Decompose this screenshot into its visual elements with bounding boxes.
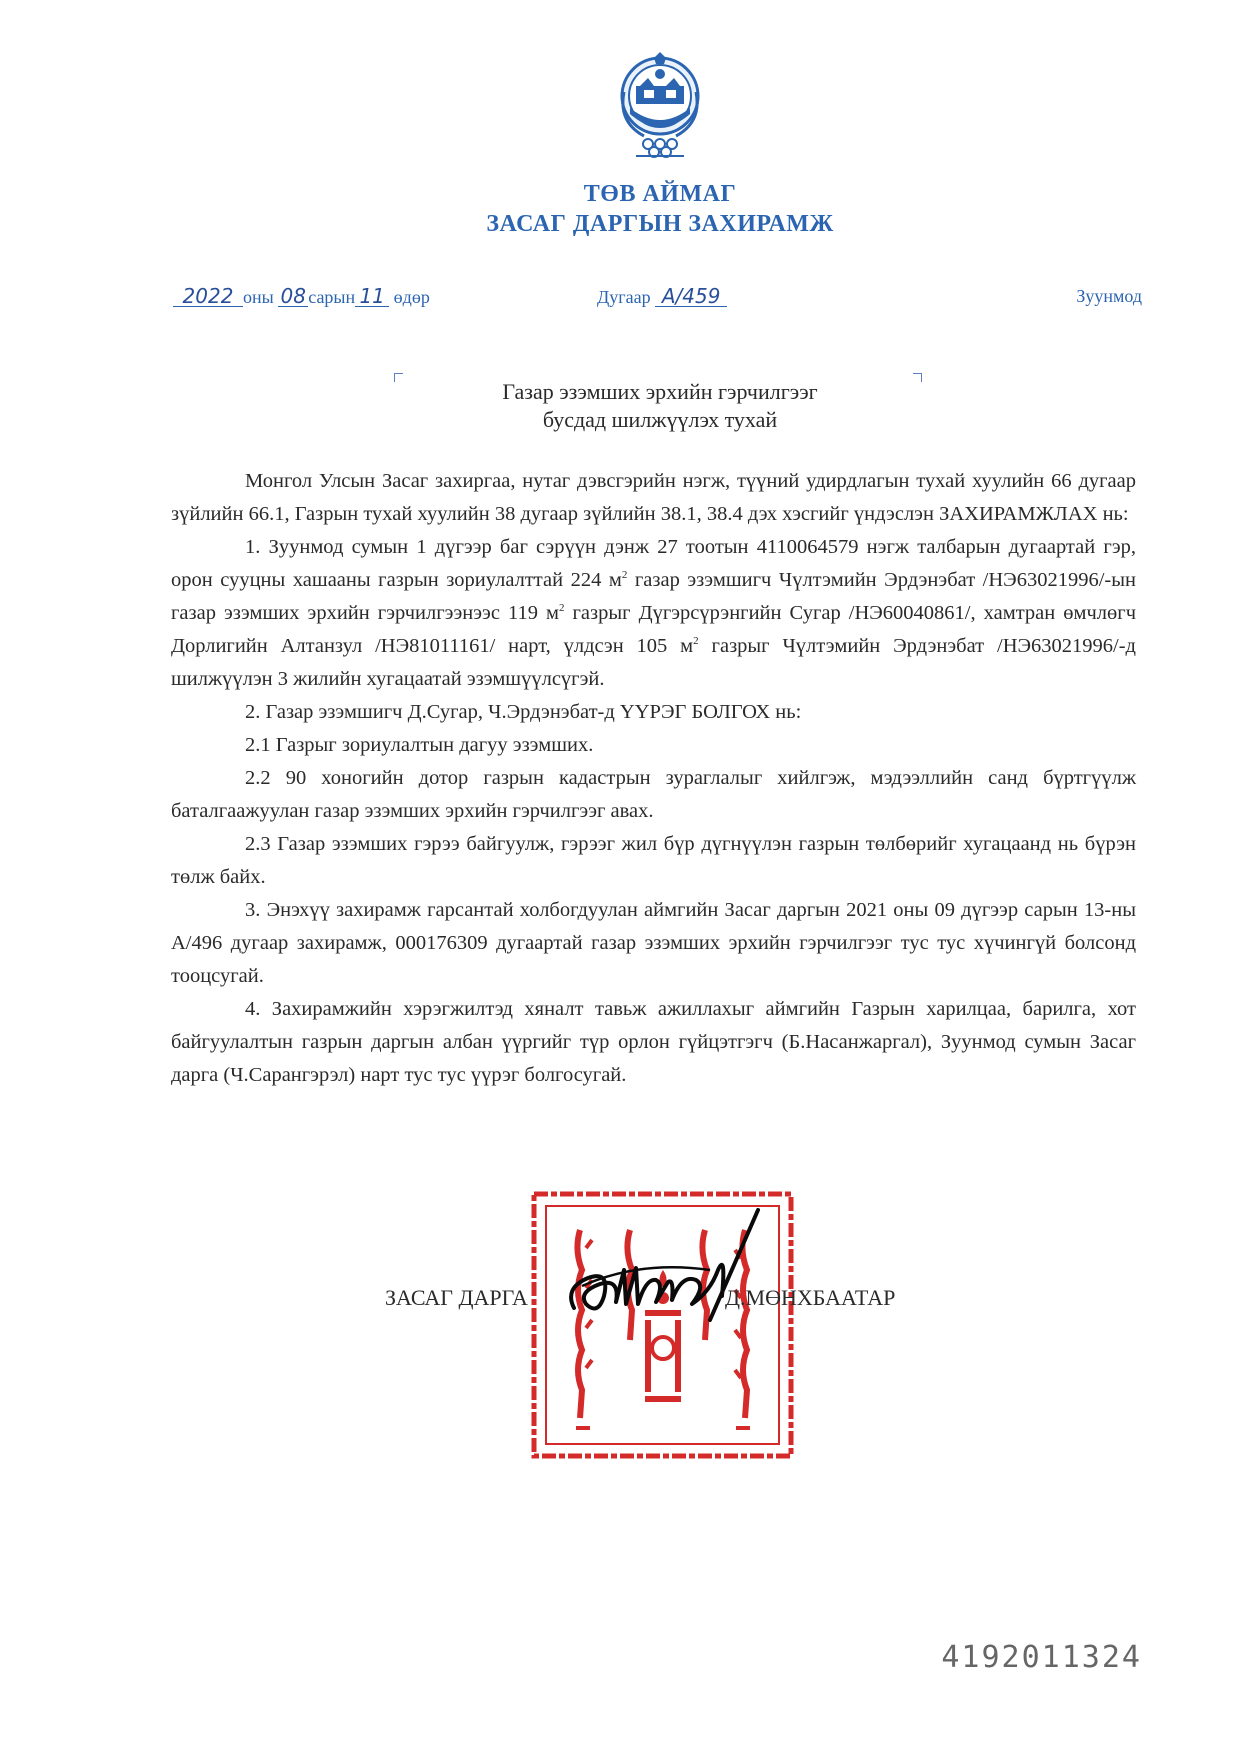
signatory-title: ЗАСАГ ДАРГА — [385, 1285, 528, 1310]
decree-subject — [0, 378, 1240, 434]
body-clause-2-3: 2.3 Газар эзэмших гэрээ байгуулж, гэрээг жил бүр дүгнүүлэн газрын төлбөрийг хугацаанд нь бүрэн төлж байх. — [171, 833, 1136, 888]
mongolia-state-emblem-icon — [614, 52, 706, 162]
date-day: 11 — [355, 286, 389, 307]
handwritten-signature-icon — [560, 1200, 775, 1340]
body-clause-2-2: 2.2 90 хоногийн дотор газрын кадастрын зураглалыг хийлгэж, мэдээллийн санд бүртгүүлж баталгаажуулан газар эзэмших эрхийн гэрчилгээг авах. — [171, 767, 1136, 822]
body-clause-2-1: 2.1 Газрыг зориулалтын дагуу эзэмших. — [245, 734, 594, 756]
number-label: Дугаар — [597, 287, 651, 307]
date-month: 08 — [278, 286, 308, 307]
date-year-suffix: оны — [243, 287, 274, 307]
number-value: A/459 — [655, 286, 727, 307]
body-clause-3: 3. Энэхүү захирамж гарсантай холбогдуулан аймгийн Засаг даргын 2021 оны 09 дүгээр сарын 13-ны А/496 дугаар захирамж, 000176309 дугаартай газар эзэмших эрхийн гэрчилгээг тус тус хүчингүй болсонд тооцсугай. — [171, 899, 1136, 987]
decree-place: Зуунмод — [1076, 286, 1142, 306]
body-intro: Монгол Улсын Засаг захиргаа, нутаг дэвсгэрийн нэгж, түүний удирдлагын тухай хуулийн 66 дугаар зүйлийн 66.1, Газрын тухай хуулийн 38 дугаар зүйлийн 38.1, 38.4 дэх хэсгийг үндэслэн ЗАХИРАМЖЛАХ нь: — [171, 470, 1136, 525]
body-clause-1: 1. Зуунмод сумын 1 дүгээр баг сэрүүн дэнж 27 тоотын 4110064579 нэгж талбарын дугаартай гэр, орон сууцны хашааны газрын зориулалттай 224 $м^2$ газар эзэмшигч Чүлтэмийн Эрдэнэбат /НЭ63021996/-ын газар эзэмших эрхийн гэрчилгээнээс 119 $м^2$ газрыг Дүгэрсүрэнгийн Сугар /НЭ60040861/, хамтран өмчлөгч Дорлигийн Алтанзул /НЭ81011161/ нарт, үлдсэн 105 $м^2$ газрыг Чүлтэмийн Эрдэнэбат /НЭ63021996/-д шилжүүлэн 3 жилийн хугацаатай эзэмшүүлсүгэй. — [171, 536, 1137, 690]
decree-date — [173, 286, 430, 308]
subject-line-1: Газар эзэмших эрхийн гэрчилгээг — [502, 379, 818, 404]
date-month-suffix: сарын — [308, 287, 356, 307]
issuer-line-2: ЗАСАГ ДАРГЫН ЗАХИРАМЖ — [486, 211, 834, 237]
date-day-suffix: өдөр — [393, 287, 430, 307]
subject-line-2: бусдад шилжүүлэх тухай — [542, 407, 778, 432]
body-clause-4: 4. Захирамжийн хэрэгжилтэд хяналт тавьж ажиллахыг аймгийн Газрын харилцаа, барилга, хот байгуулалтын газрын даргын албан үүргийг түр орлон гүйцэтгэгч (Б.Насанжаргал), Зуунмод сумын Засаг дарга (Ч.Сарангэрэл) нарт тус тус үүрэг болгосугай. — [171, 998, 1136, 1086]
date-year: 2022 — [173, 286, 243, 307]
body-clause-2: 2. Газар эзэмшигч Д.Сугар, Ч.Эрдэнэбат-д ҮҮРЭГ БОЛГОХ нь: — [245, 701, 802, 723]
signatory-name: Д.МӨНХБААТАР — [725, 1285, 896, 1310]
decree-body — [171, 465, 1136, 1092]
decree-number — [597, 286, 727, 308]
document-serial-code: 4192011324 — [941, 1640, 1142, 1675]
issuer-line-1: ТӨВ АЙМАГ — [583, 181, 737, 207]
